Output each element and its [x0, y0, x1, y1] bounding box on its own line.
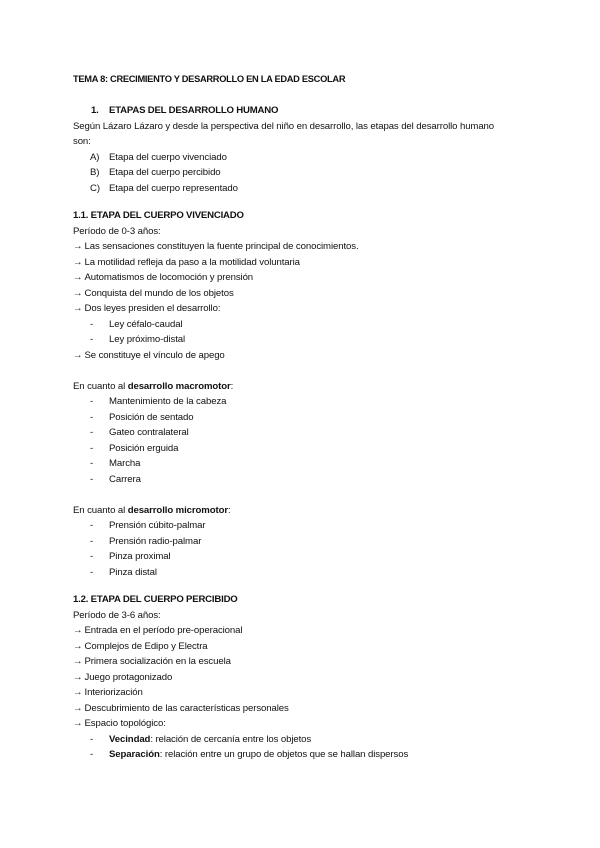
arrow-icon: → [73, 687, 83, 698]
period-label: Período de 0-3 años: [73, 225, 161, 237]
arrow-point: → Dos leyes presiden el desarrollo: [73, 303, 221, 314]
arrow-point: → Las sensaciones constituyen la fuente principal de conocimientos. [73, 241, 359, 252]
arrow-point: → Se constituye el vínculo de apego [73, 349, 225, 361]
arrow-icon: → [73, 718, 83, 729]
arrow-point: → Entrada en el período pre-operacional [73, 625, 243, 636]
dash-marker: - [90, 396, 94, 407]
arrow-points-list [73, 239, 553, 363]
list-item: - Separación: relación entre un grupo de objetos que se hallan dispersos [73, 747, 553, 763]
dash-marker: - [90, 458, 94, 469]
micromotor-intro: En cuanto al desarrollo micromotor: [73, 504, 231, 516]
arrow-point: → Juego protagonizado [73, 671, 173, 683]
arrow-points-list [73, 623, 553, 763]
list-item [73, 181, 553, 197]
micromotor-list [73, 518, 553, 580]
dash-marker: - [90, 427, 94, 438]
list-item [73, 165, 553, 181]
list-item: - Gateo contralateral [73, 425, 553, 441]
arrow-icon: → [73, 671, 83, 683]
dash-marker: - [90, 473, 94, 485]
arrow-point: → Interiorización [73, 687, 143, 698]
list-marker: A) [90, 151, 100, 163]
arrow-point: → Complejos de Edipo y Electra [73, 640, 208, 652]
intro-paragraph-line-2: son: [73, 136, 91, 147]
list-item: - Ley céfalo-caudal [73, 317, 553, 333]
period-label: Período de 3-6 años: [73, 609, 161, 621]
dash-marker: - [90, 749, 94, 760]
arrow-icon: → [73, 625, 83, 636]
arrow-icon: → [73, 702, 83, 714]
dash-marker: - [90, 334, 94, 345]
list-item: - Pinza proximal [73, 549, 553, 565]
macromotor-list [73, 394, 553, 487]
list-item-text: Etapa del cuerpo representado [109, 182, 238, 194]
arrow-point: → Espacio topológico: [73, 718, 166, 729]
document-title: TEMA 8: CRECIMIENTO Y DESARROLLO EN LA EDAD ESCOLAR [73, 74, 346, 84]
dash-marker: - [90, 551, 94, 562]
list-item: - Ley próximo-distal [73, 332, 553, 348]
arrow-icon: → [73, 640, 83, 652]
list-marker: B) [90, 167, 100, 178]
list-item: - Pinza distal [73, 565, 553, 581]
dash-marker: - [90, 566, 94, 578]
list-item-text: Etapa del cuerpo vivenciado [109, 151, 227, 163]
arrow-icon: → [73, 256, 83, 268]
arrow-point: → Primera socialización en la escuela [73, 656, 231, 667]
arrow-icon: → [73, 241, 83, 252]
dash-marker: - [90, 733, 94, 745]
list-item: - Prensión cúbito-palmar [73, 518, 553, 534]
arrow-point: → Descubrimiento de las características personales [73, 702, 289, 714]
arrow-point: → Conquista del mundo de los objetos [73, 287, 234, 299]
stages-list [73, 150, 553, 197]
section-1-1-heading: 1.1. ETAPA DEL CUERPO VIVENCIADO [73, 210, 244, 221]
arrow-icon: → [73, 303, 83, 314]
dash-marker: - [90, 411, 94, 423]
arrow-icon: → [73, 349, 83, 361]
dash-marker: - [90, 318, 94, 330]
document-page [73, 72, 553, 763]
dash-marker: - [90, 535, 94, 547]
list-item [73, 150, 553, 166]
list-item: - Posición de sentado [73, 410, 553, 426]
list-item-text: Etapa del cuerpo percibido [109, 167, 221, 178]
list-item: - Vecindad: relación de cercanía entre los objetos [73, 732, 553, 748]
arrow-icon: → [73, 287, 83, 299]
arrow-point: → Automatismos de locomoción y prensión [73, 272, 254, 283]
dash-marker: - [90, 442, 94, 454]
section-1-2-heading: 1.2. ETAPA DEL CUERPO PERCIBIDO [73, 594, 238, 605]
dash-marker: - [90, 520, 94, 531]
arrow-point: → La motilidad refleja da paso a la motilidad voluntaria [73, 256, 300, 268]
list-item: - Marcha [73, 456, 553, 472]
macromotor-intro: En cuanto al desarrollo macromotor: [73, 380, 234, 392]
arrow-icon: → [73, 656, 83, 667]
list-item: - Mantenimiento de la cabeza [73, 394, 553, 410]
section-title: ETAPAS DEL DESARROLLO HUMANO [109, 105, 279, 116]
section-number: 1. [91, 105, 99, 116]
list-item: - Posición erguida [73, 441, 553, 457]
intro-paragraph-line-1: Según Lázaro Lázaro y desde la perspectiva del niño en desarrollo, las etapas del desarrollo humano [73, 120, 495, 132]
arrow-icon: → [73, 272, 83, 283]
list-item: - Carrera [73, 472, 553, 488]
list-item: - Prensión radio-palmar [73, 534, 553, 550]
section-1-heading [73, 103, 553, 119]
list-marker: C) [90, 182, 100, 194]
